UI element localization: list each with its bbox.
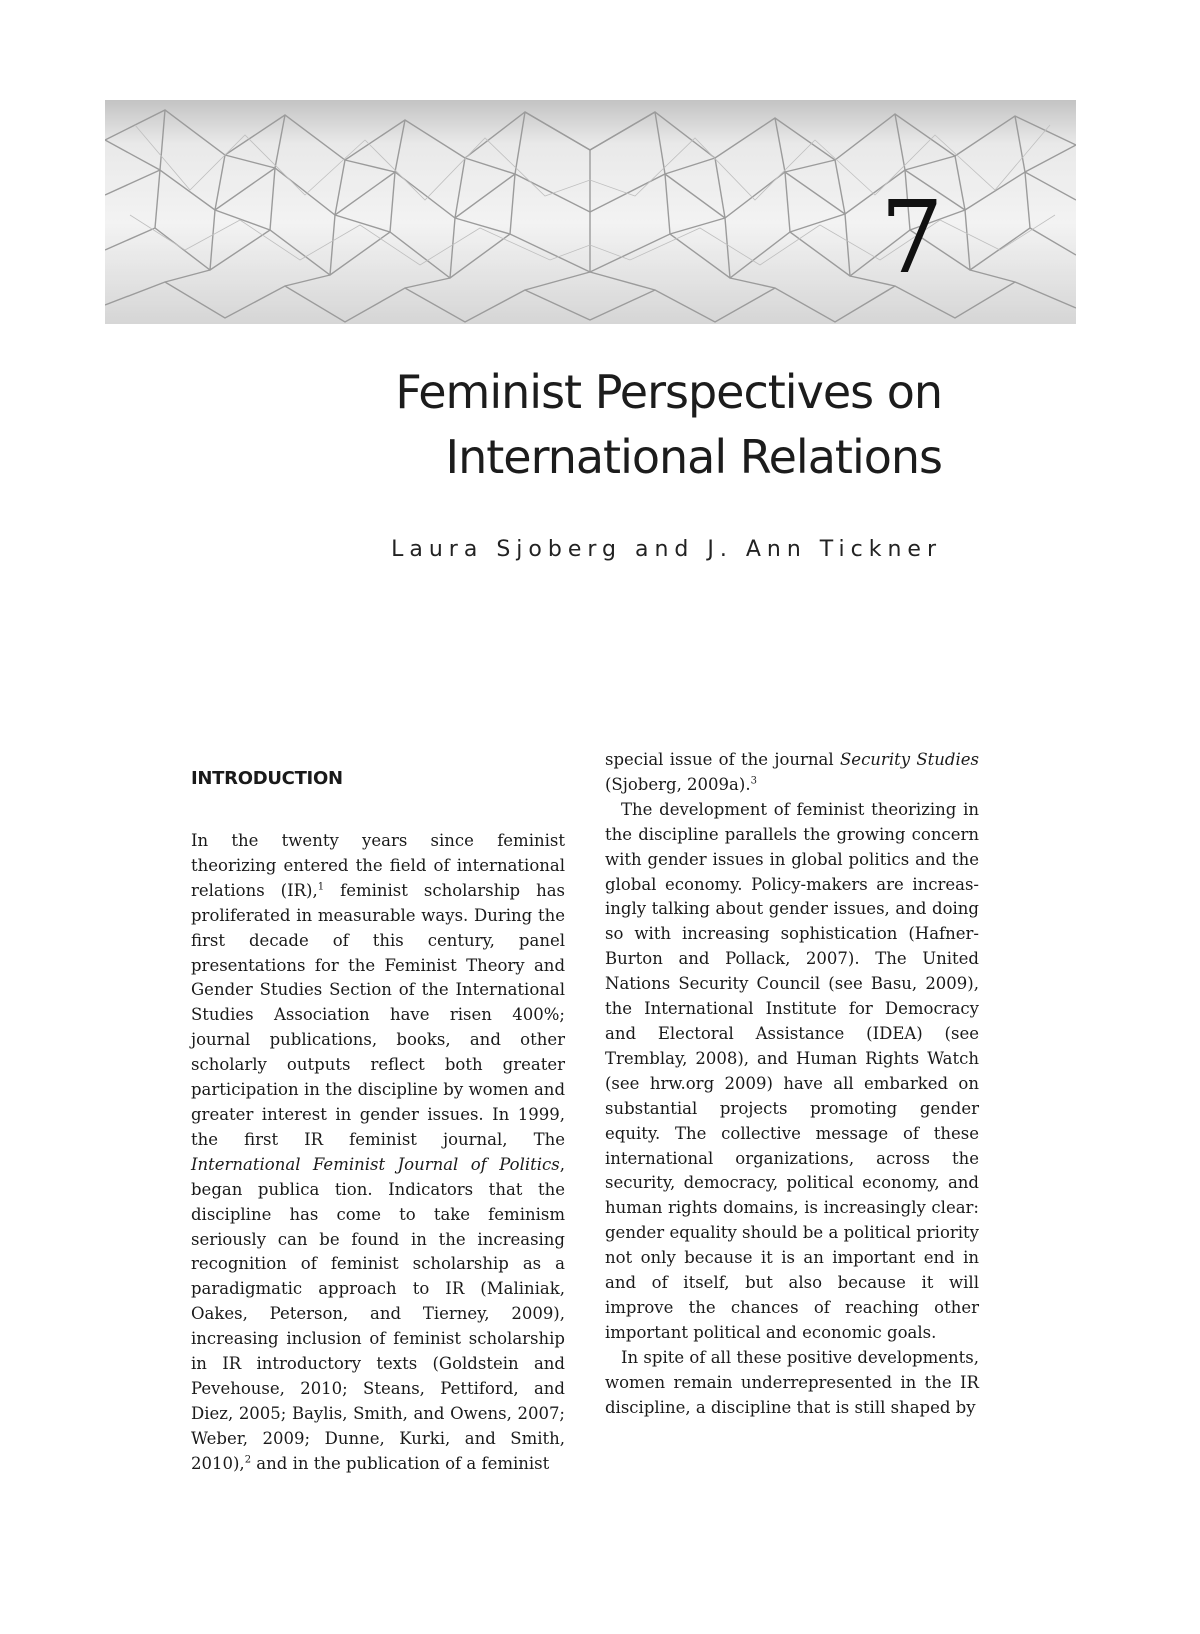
footnote-marker-3: 3 (750, 775, 757, 787)
continued-paragraph (605, 748, 979, 798)
body-paragraph-underrepresentation: In spite of all these positive developments, women remain underrepresented in the IR discipline, a discipline that is still shaped by (605, 1347, 979, 1417)
chapter-title-line-1: Feminist Perspectives on (395, 365, 942, 419)
footnote-marker-1: 1 (317, 881, 325, 893)
chapter-title-line-2: International Relations (445, 430, 942, 484)
text-run: , began publica tion. Indicators that the discipline has come to take feminism seriously can be found in the increasing recognition of feminist scholarship as a paradigmatic approach to IR (Maliniak, Oakes, Peterson, and Tierney, 2009), increasing inclusion of feminist scholarship in IR introductory texts (Goldstein and Pevehouse, 2010; Steans, Pettiford, and Diez, 2005; Baylis, Smith, and Owens, 2007; Weber, 2009; Dunne, Kurki, and Smith, 2010), (191, 1154, 565, 1473)
text-run: (Sjoberg, 2009a). (605, 774, 751, 794)
body-paragraph-development: The development of feminist theorizing in the discipline parallels the growing concern with gender issues in global politics and the global economy. Policy-makers are increasingly talking about gender issues, and doing so with increasing sophistication (Hafner-Burton and Pollack, 2007). The United Nations Security Council (see Basu, 2009), the International Institute for Democracy and Electoral Assistance (IDEA) (see Tremblay, 2008), and Human Rights Watch (see hrw.​org 2009) have all embarked on substantial projects promoting gender equity. The collective message of these international organizations, across the security, democracy, political economy, and human rights domains, is increasingly clear: gender equality should be a political priority not only because it is an important end in and of itself, but also because it will improve the chances of reaching other important political and economic goals. (605, 799, 979, 1342)
introduction-paragraph (191, 829, 565, 1477)
left-text-column (191, 767, 565, 1477)
chapter-title (395, 360, 942, 490)
chapter-authors: Laura Sjoberg and J. Ann Tickner (391, 537, 942, 562)
journal-title: Security Studies (840, 750, 980, 769)
text-run: feminist scholarship has proliferated in measurable ways. During the first decade of this century, panel presentations for the Feminist Theory and Gender Studies Section of the International Studies Association have risen 400%; journal publications, books, and other scholarly outputs reflect both greater participation in the discipline by women and greater interest in gender issues. In 1999, the first IR feminist journal, The (191, 880, 565, 1149)
text-run: In the twenty years since feminist theorizing entered the field of international relations (IR), (191, 831, 565, 900)
footnote-marker-2: 2 (244, 1454, 252, 1466)
journal-title: International Feminist Journal of Politics (191, 1154, 560, 1174)
right-text-column (605, 748, 979, 1420)
chapter-number: 7 (880, 179, 944, 296)
section-heading: INTRODUCTION (191, 768, 343, 789)
text-run: and in the publication of a feminist (251, 1453, 550, 1473)
text-run: special issue of the journal (605, 750, 840, 769)
